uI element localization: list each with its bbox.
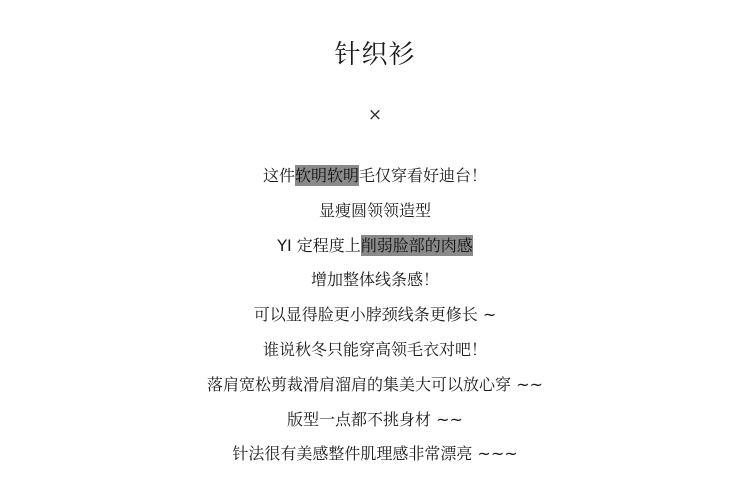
highlighted-text: 软明软明 [294, 166, 359, 185]
line-text: 谁说秋冬只能穿高领毛衣对吧！ [262, 339, 487, 359]
description-line [0, 199, 750, 234]
line-text: 针法很有美感整件肌理感非常漂亮 ~~~ [232, 444, 518, 464]
description-line [0, 442, 750, 477]
description-line [0, 408, 750, 443]
line-text: 落肩宽松剪裁滑肩溜肩的集美大可以放心穿 ~~ [207, 374, 543, 394]
line-text: 可以显得脸更小脖颈线条更修长 ~ [253, 305, 497, 325]
page-title: 针织衫 [334, 40, 416, 70]
description-line [0, 373, 750, 408]
line-text: 这件 [262, 166, 295, 185]
description-line [0, 268, 750, 303]
description-line [0, 303, 750, 338]
line-text: 版型一点都不挑身材 ~~ [287, 409, 463, 429]
description-lines [0, 164, 750, 477]
line-text: 毛仅穿看好迪台！ [359, 166, 488, 185]
line-text: 显瘦圆领领造型 [318, 200, 431, 220]
close-icon: × [367, 105, 383, 125]
description-line [0, 338, 750, 373]
line-text: 增加整体线条感！ [310, 270, 439, 290]
highlighted-text: 削弱脸部的肉感 [360, 235, 473, 255]
description-line [0, 234, 750, 269]
line-text: YI 定程度上 [277, 235, 361, 255]
description-line [0, 164, 750, 199]
